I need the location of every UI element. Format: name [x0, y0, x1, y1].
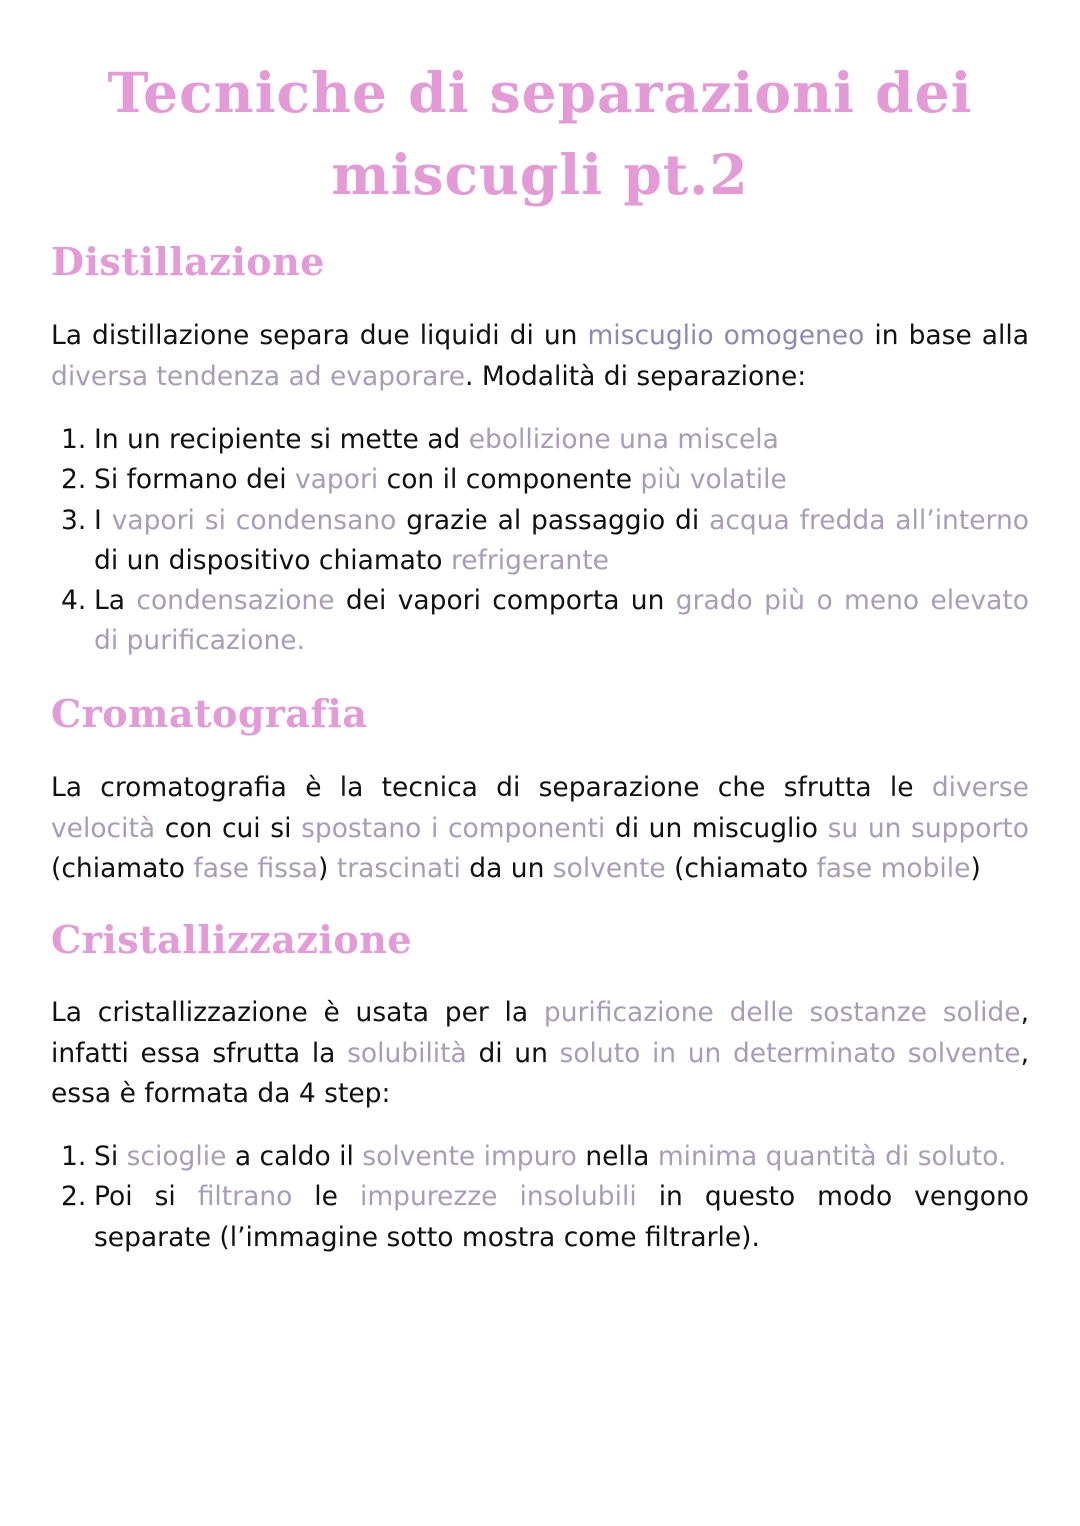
text-run: grazie al passaggio di	[396, 504, 710, 536]
highlighted-term: purificazione delle sostanze solide	[543, 997, 1021, 1028]
highlighted-term: ebollizione una miscela	[468, 424, 779, 455]
highlighted-term: grado più o meno elevato di purificazione.	[94, 585, 1030, 657]
text-run: La cromatografia è la tecnica di separazione che sfrutta le	[51, 772, 932, 803]
list-number: 1.	[61, 1141, 87, 1172]
page-title-line-2: miscugli pt.2	[331, 142, 749, 207]
cromatografia-intro	[51, 768, 1029, 890]
highlighted-term: filtrano	[197, 1181, 293, 1213]
text-run: )	[970, 853, 981, 885]
list-item	[51, 1137, 1029, 1177]
section-heading-distillazione: Distillazione	[51, 239, 325, 284]
text-run: con cui si	[155, 812, 302, 844]
text-run: Si formano dei	[94, 464, 295, 496]
text-run: (chiamato	[665, 853, 817, 885]
text-run: di un dispositivo chiamato	[94, 544, 451, 576]
highlighted-term: condensazione	[136, 585, 335, 617]
highlighted-term: acqua fredda all’interno	[709, 504, 1029, 536]
section-heading-cristallizzazione: Cristallizzazione	[51, 917, 413, 962]
highlighted-term: miscuglio omogeneo	[587, 320, 865, 351]
highlighted-term: refrigerante	[450, 544, 609, 576]
cristallizzazione-intro	[51, 993, 1029, 1115]
list-item	[51, 501, 1029, 582]
highlighted-term: fase fissa	[193, 853, 319, 885]
list-item	[51, 420, 1029, 460]
highlighted-term: diversa tendenza ad evaporare	[51, 360, 466, 392]
list-number: 4.	[61, 585, 87, 617]
text-run: La	[94, 585, 137, 617]
text-run: le	[292, 1181, 360, 1213]
cristallizzazione-steps	[51, 1137, 1029, 1258]
text-run: In un recipiente si mette ad	[94, 424, 469, 455]
text-run: . Modalità di separazione:	[465, 360, 807, 392]
page-title-line-1: Tecniche di separazioni dei	[107, 60, 973, 125]
distillazione-intro	[51, 316, 1029, 397]
highlighted-term: solvente impuro	[362, 1141, 577, 1172]
text-run: , essa è formata da 4 step:	[51, 1037, 1029, 1110]
text-run: Poi si	[94, 1181, 198, 1213]
text-run: in questo modo vengono separate (l’immagine sotto mostra come filtrarle).	[94, 1181, 1029, 1253]
highlighted-term: vapori	[294, 464, 379, 496]
highlighted-term: spostano i componenti	[301, 812, 606, 844]
text-run: in base alla	[864, 320, 1029, 351]
highlighted-term: impurezze insolubili	[359, 1181, 637, 1213]
text-run: Si	[94, 1141, 127, 1172]
highlighted-term: minima quantità di soluto.	[657, 1141, 1007, 1172]
highlighted-term: diverse velocità	[51, 772, 1029, 844]
text-run: La cristallizzazione è usata per la	[51, 997, 544, 1028]
distillazione-steps	[51, 420, 1029, 662]
list-number: 2.	[61, 464, 87, 496]
section-heading-cromatografia: Cromatografia	[51, 691, 368, 736]
text-run: da un	[460, 853, 553, 885]
text-run: )	[318, 853, 337, 885]
list-item	[51, 460, 1029, 500]
page-title	[0, 52, 1080, 216]
text-run: I	[94, 504, 112, 536]
highlighted-term: su un supporto	[827, 812, 1029, 844]
highlighted-term: solvente	[552, 853, 666, 885]
text-run: (chiamato	[51, 853, 194, 885]
list-number: 3.	[61, 504, 87, 536]
list-item	[51, 581, 1029, 662]
highlighted-term: vapori si condensano	[111, 504, 397, 536]
text-run: di un	[466, 1037, 560, 1069]
highlighted-term: soluto in un determinato solvente	[559, 1037, 1021, 1069]
list-number: 1.	[61, 424, 87, 455]
highlighted-term: trascinati	[336, 853, 461, 885]
text-run: nella	[576, 1141, 658, 1172]
highlighted-term: solubilità	[347, 1037, 467, 1069]
list-number: 2.	[61, 1181, 87, 1213]
text-run: , infatti essa sfrutta la	[51, 997, 1029, 1069]
highlighted-term: più volatile	[640, 464, 787, 496]
text-run: di un miscuglio	[605, 812, 828, 844]
text-run: dei vapori comporta un	[334, 585, 676, 617]
text-run: La distillazione separa due liquidi di un	[51, 320, 588, 351]
text-run: con il componente	[378, 464, 641, 496]
highlighted-term: scioglie	[126, 1141, 227, 1172]
text-run: a caldo il	[226, 1141, 363, 1172]
list-item	[51, 1177, 1029, 1258]
highlighted-term: fase mobile	[816, 853, 971, 885]
